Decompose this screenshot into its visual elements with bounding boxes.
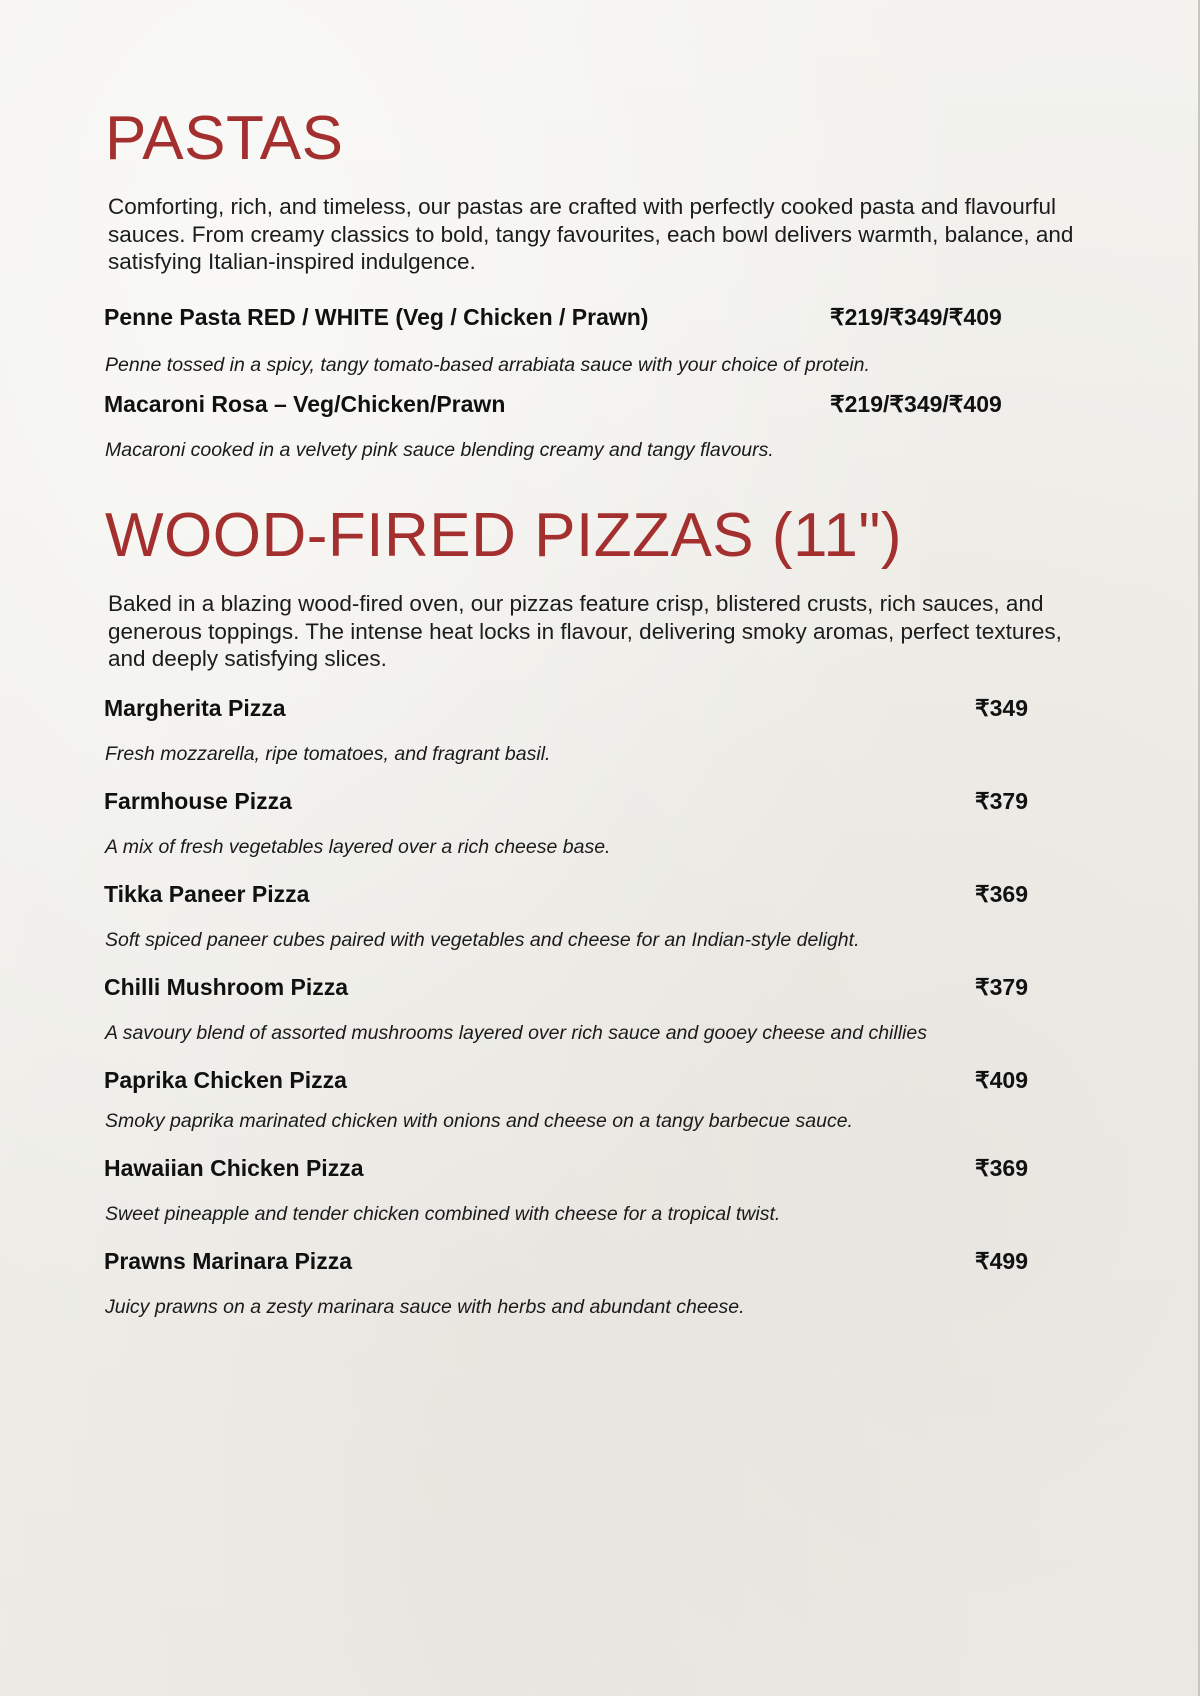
item-name: Prawns Marinara Pizza [104,1248,352,1274]
section-title-pastas: PASTAS [105,104,344,173]
item-price: ₹379 [975,788,1029,814]
item-name: Macaroni Rosa – Veg/Chicken/Prawn [104,391,506,417]
item-description: Smoky paprika marinated chicken with onions and cheese on a tangy barbecue sauce. [105,1110,853,1132]
item-price: ₹219/₹349/₹409 [830,391,1002,417]
item-description: Sweet pineapple and tender chicken combined with cheese for a tropical twist. [105,1203,781,1225]
item-description: Soft spiced paneer cubes paired with vegetables and cheese for an Indian-style delight. [105,929,860,951]
section-intro-pastas: Comforting, rich, and timeless, our pastas are crafted with perfectly cooked pasta and flavourful sauces. From creamy classics to bold, tangy favourites, each bowl delivers warmth, balance, and satisfying Italian-inspired indulgence. [108,194,1074,274]
item-name: Margherita Pizza [104,695,286,721]
item-name: Penne Pasta RED / WHITE (Veg / Chicken / Prawn) [104,304,649,330]
item-description: Penne tossed in a spicy, tangy tomato-based arrabiata sauce with your choice of protein. [105,354,870,376]
item-name: Paprika Chicken Pizza [104,1067,347,1093]
item-description: Juicy prawns on a zesty marinara sauce with herbs and abundant cheese. [105,1296,745,1318]
item-name: Farmhouse Pizza [104,788,292,814]
item-description: A mix of fresh vegetables layered over a rich cheese base. [105,836,611,858]
item-name: Tikka Paneer Pizza [104,881,310,907]
item-price: ₹369 [975,1155,1029,1181]
item-price: ₹369 [975,881,1029,907]
item-price: ₹349 [975,695,1029,721]
item-price: ₹219/₹349/₹409 [830,304,1002,330]
item-price: ₹379 [975,974,1029,1000]
item-description: Fresh mozzarella, ripe tomatoes, and fragrant basil. [105,743,551,765]
item-price: ₹499 [975,1248,1029,1274]
item-description: A savoury blend of assorted mushrooms layered over rich sauce and gooey cheese and chillies [105,1022,927,1044]
item-name: Chilli Mushroom Pizza [104,974,349,1000]
item-name: Hawaiian Chicken Pizza [104,1155,364,1181]
section-intro-pizzas: Baked in a blazing wood-fired oven, our pizzas feature crisp, blistered crusts, rich sauces, and generous toppings. The intense heat locks in flavour, delivering smoky aromas, perfect textures, and deeply satisfying slices. [108,591,1062,671]
section-title-pizzas: WOOD-FIRED PIZZAS (11") [105,501,903,570]
item-description: Macaroni cooked in a velvety pink sauce blending creamy and tangy flavours. [105,439,774,461]
item-price: ₹409 [975,1067,1029,1093]
